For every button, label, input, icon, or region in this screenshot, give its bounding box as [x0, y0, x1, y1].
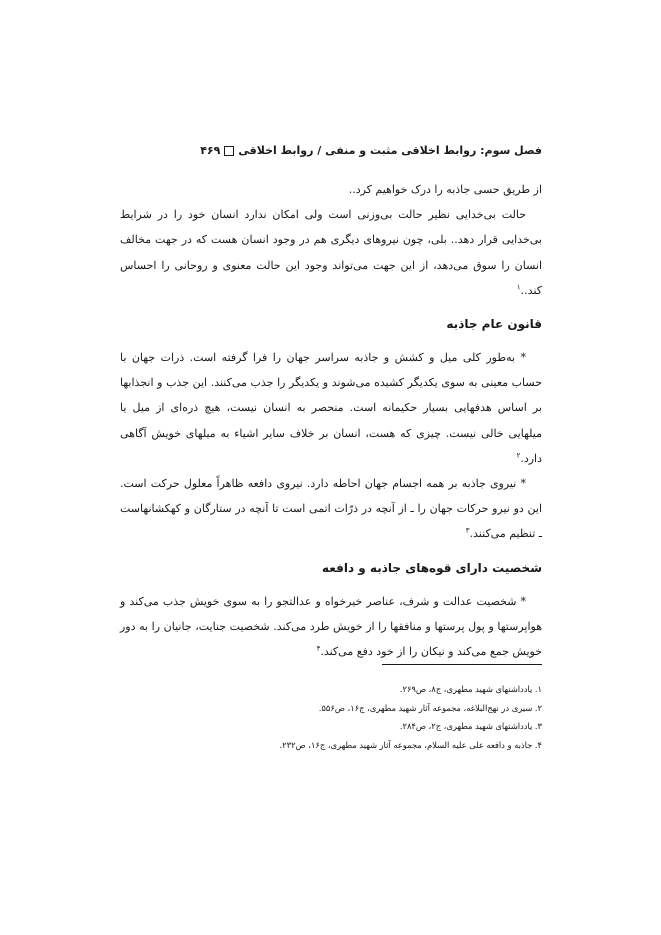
page-number: ۴۶۹: [200, 144, 221, 157]
chapter-title: فصل سوم: روابط اخلاقی مثبت و منفی / روابط اخلاقی: [238, 144, 542, 157]
footnote-2: ۲. سیری در نهج‌البلاغه، مجموعه آثار شهید مطهری، ج۱۶، ص۵۵۶.: [318, 702, 542, 713]
paragraph-4-text: * نیروی جاذبه بر همه اجسام جهان احاطه دارد. نیروی دافعه ظاهراً معلول حرکت است. این دو نیرو حرکات جهان را ـ از آنچه در ذرّات اتمی است تا آنچه در ستارگان و کهکشانهاست ـ تنظیم می‌کنند.: [120, 477, 542, 541]
paragraph-5: [120, 589, 542, 665]
footnote-ref-1: ۱: [516, 283, 521, 292]
footnote-4: ۴. جاذبه و دافعه علی علیه السلام، مجموعه آثار شهید مطهری، ج۱۶، ص۲۳۲.: [279, 740, 542, 751]
square-icon: [224, 146, 234, 156]
footnotes: [120, 680, 542, 755]
paragraph-5-text: * شخصیت عدالت و شرف، عناصر خیرخواه و عدالتجو را به سوی خویش جذب می‌کند و هواپرستها و پول پرستها و منافقها را از خویش طرد می‌کند. شخصیت جنایت، جانیان را به دور خویش جمع می‌کند و نیکان را از خود دفع می‌کند.: [120, 594, 542, 659]
footnote-divider: [382, 664, 542, 665]
section-heading-personality: شخصیت دارای قوه‌های جاذبه و دافعه: [321, 560, 542, 575]
paragraph-2-text: حالت بی‌خدایی نظیر حالت بی‌وزنی است ولی امکان ندارد انسان خود را در شرایط بی‌خدایی قرار دهد.. بلی، چون نیروهای دیگری هم در وجود انسان هست که در جهت مخالف انسان را سوق می‌دهد، از این جهت می‌تواند وجود این حالت معنوی و روحانی را احساس کند..: [120, 208, 542, 297]
paragraph-3-text: * به‌طور کلی میل و کشش و جاذبه سراسر جهان را فرا گرفته است. ذرات جهان با حساب معینی به سوی یکدیگر کشیده می‌شوند و یکدیگر را جذب می‌کنند. این جذب و انجذابها بر اساس هدفهایی بسیار حکیمانه است. منحصر به انسان نیست، هیچ ذره‌ای از میل یا میلهایی خالی نیست. چیزی که هست، انسان بر خلاف سایر اشیاء به میلهای خویش آگاهی دارد.: [120, 351, 542, 465]
footnote-ref-3: ۳: [465, 526, 470, 535]
paragraph-2: [120, 202, 542, 303]
paragraph-4: [120, 471, 542, 547]
paragraph-3: [120, 345, 542, 471]
running-header: [120, 144, 542, 166]
footnote-3: ۳. یادداشتهای شهید مطهری، ج۲، ص۲۸۴.: [399, 721, 542, 732]
footnote-ref-2: ۲: [516, 451, 521, 460]
section-heading-universal-attraction: قانون عام جاذبه: [446, 317, 542, 332]
footnote-1: ۱. یادداشتهای شهید مطهری، ج۸، ص۲۶۹.: [399, 684, 542, 694]
paragraph-1: از طریق حسی جاذبه را درک خواهیم کرد..: [348, 183, 542, 196]
main-text: [120, 177, 542, 664]
footnote-ref-4: ۴: [316, 644, 321, 653]
